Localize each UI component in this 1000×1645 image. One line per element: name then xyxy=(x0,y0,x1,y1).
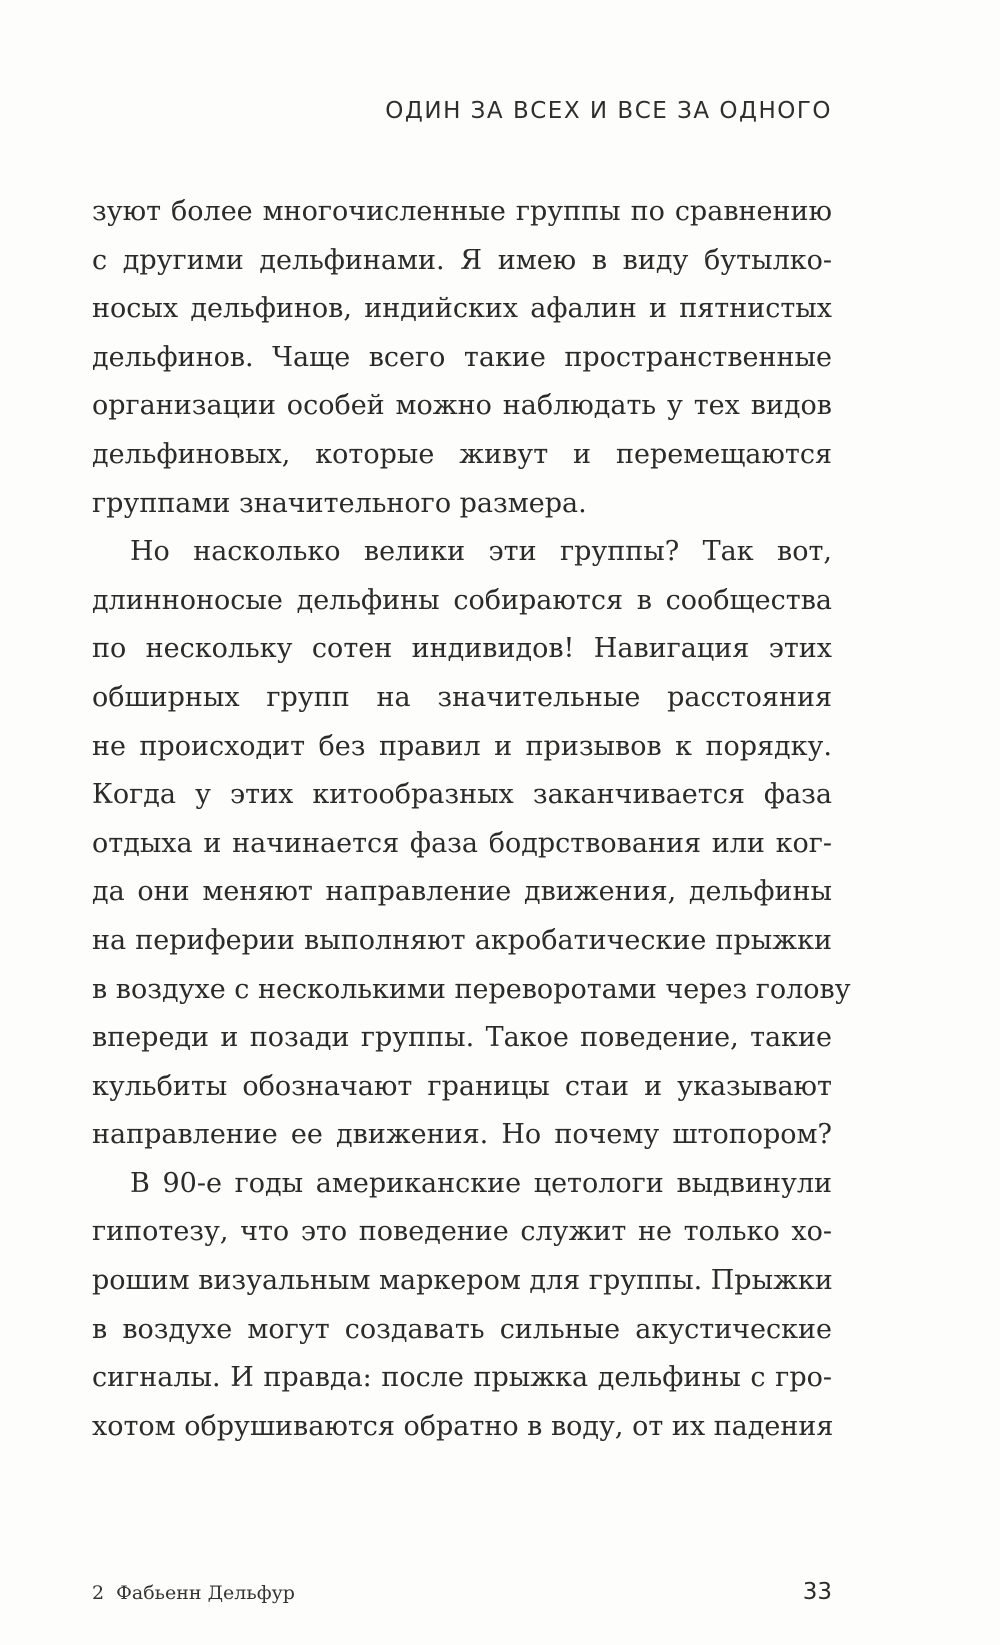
text-line: обширных групп на значительные расстояния xyxy=(92,681,832,713)
body-text xyxy=(92,188,851,1451)
signature-author: Фабьенн Дельфур xyxy=(116,1582,295,1604)
text-line: с другими дельфинами. Я имею в виду бутылко- xyxy=(92,244,832,276)
text-line-paragraph-start: Но насколько велики эти группы? Так вот, xyxy=(130,536,832,568)
text-line: впереди и позади группы. Такое поведение, такие xyxy=(92,1022,832,1054)
text-line-paragraph-start: В 90-е годы американские цетологи выдвинули xyxy=(130,1167,832,1199)
text-line: в воздухе с несколькими переворотами через голову xyxy=(92,973,851,1005)
text-line: гипотезу, что это поведение служит не только хо- xyxy=(92,1216,832,1248)
text-line: на периферии выполняют акробатические прыжки xyxy=(92,924,832,956)
text-line: Когда у этих китообразных заканчивается фаза xyxy=(92,779,832,811)
printer-signature xyxy=(92,1582,295,1604)
text-line: не происходит без правил и призывов к порядку. xyxy=(92,730,832,762)
page-number: 33 xyxy=(802,1579,832,1605)
text-line: отдыха и начинается фаза бодрствования или ког- xyxy=(92,827,832,859)
text-line: да они меняют направление движения, дельфины xyxy=(92,876,832,908)
text-line: зуют более многочисленные группы по сравнению xyxy=(92,196,832,227)
text-line: группами значительного размера. xyxy=(92,487,587,519)
text-line: организации особей можно наблюдать у тех видов xyxy=(92,390,832,422)
running-head: ОДИН ЗА ВСЕХ И ВСЕ ЗА ОДНОГО xyxy=(385,98,832,124)
text-line: кульбиты обозначают границы стаи и указывают xyxy=(92,1070,832,1102)
text-line: дельфинов. Чаще всего такие пространственные xyxy=(92,341,832,373)
signature-number: 2 xyxy=(92,1582,105,1604)
text-line: хотом обрушиваются обратно в воду, от их падения xyxy=(92,1410,834,1442)
text-line: рошим визуальным маркером для группы. Прыжки xyxy=(92,1265,833,1297)
text-line: дельфиновых, которые живут и перемещаются xyxy=(92,438,832,470)
text-line: направление ее движения. Но почему штопором? xyxy=(92,1119,832,1151)
text-line: носых дельфинов, индийских афалин и пятнистых xyxy=(92,293,832,325)
text-line: по нескольку сотен индивидов! Навигация этих xyxy=(92,633,832,665)
text-line: длинноносые дельфины собираются в сообщества xyxy=(92,584,832,616)
text-line: в воздухе могут создавать сильные акустические xyxy=(92,1313,832,1345)
text-line: сигналы. И правда: после прыжка дельфины с гро- xyxy=(92,1362,832,1394)
